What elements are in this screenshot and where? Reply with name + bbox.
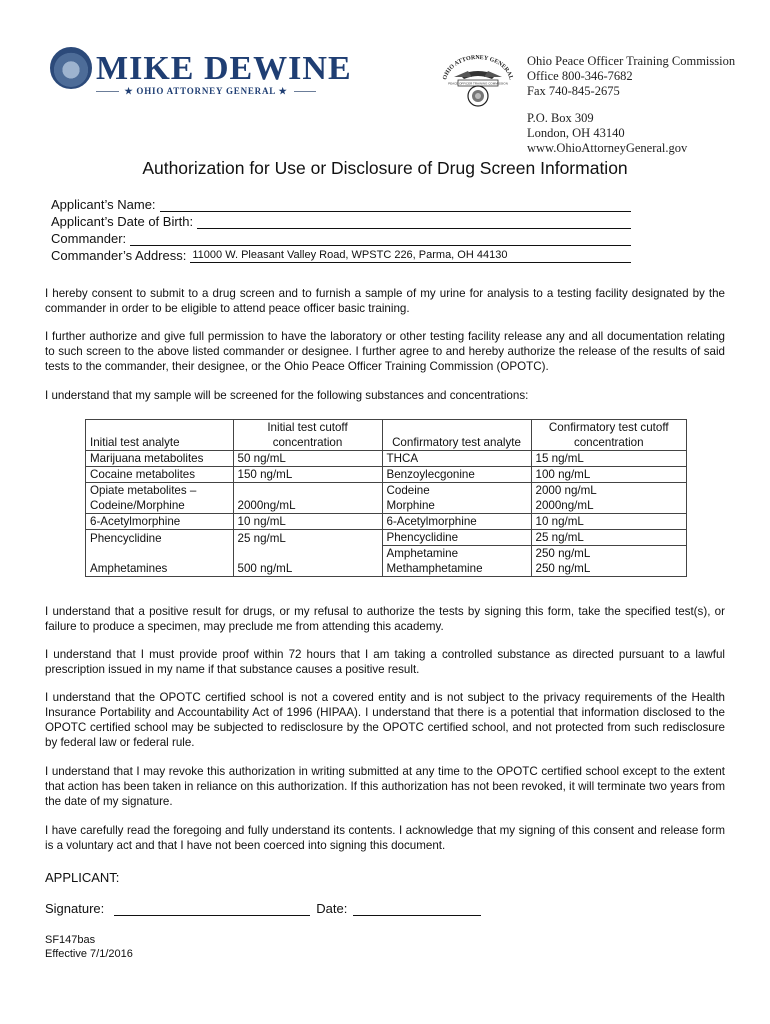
header-confirm-analyte: Confirmatory test analyte — [382, 420, 531, 451]
brand-rule-left — [96, 91, 119, 92]
confirm-analyte-cell — [382, 483, 531, 514]
commander-address-label: Commander’s Address: — [51, 248, 187, 263]
prescription-paragraph: I understand that I must provide proof within 72 hours that I am taking a controlled substance as directed pursuant to a lawful prescription issued in my name if that substance causes a positive result. — [45, 648, 725, 676]
initial-analyte-cell: Phencyclidine — [90, 531, 162, 545]
applicant-dob-row — [51, 213, 631, 229]
brand-subtitle — [96, 86, 316, 97]
table-row — [86, 467, 686, 483]
seal-banner-text: PEACE OFFICER TRAINING COMMISSION — [448, 81, 508, 86]
confirm-analyte-cell: Phencyclidine — [382, 530, 531, 546]
initial-analyte-cell: Amphetamines — [90, 562, 168, 575]
seal-arc-text: OHIO ATTORNEY GENERAL — [442, 54, 514, 81]
applicant-name-field[interactable] — [160, 198, 631, 212]
brand-name: MIKE DEWINE — [96, 50, 352, 87]
applicant-name-row — [51, 196, 631, 212]
confirm-analyte-cell: Benzoylecgonine — [382, 467, 531, 483]
confirm-cutoff-cell: 15 ng/mL — [531, 451, 686, 467]
substances-table — [85, 419, 687, 577]
contact-line: Office 800-346-7682 — [527, 69, 633, 83]
confirm-cutoff-line: 2000ng/mL — [535, 499, 594, 512]
confirm-cutoff-line: 250 ng/mL — [535, 562, 591, 575]
initial-analyte-cell: 6-Acetylmorphine — [86, 514, 233, 530]
confirm-analyte-line: Amphetamine — [386, 547, 459, 560]
contact-line: Fax 740-845-2675 — [527, 84, 620, 98]
applicant-name-label: Applicant’s Name: — [51, 197, 156, 212]
initial-analyte-cell: Cocaine metabolites — [86, 467, 233, 483]
applicant-fields — [51, 196, 631, 263]
applicant-dob-label: Applicant’s Date of Birth: — [51, 214, 194, 229]
initial-cutoff-cell: 10 ng/mL — [233, 514, 382, 530]
header-initial-cutoff: Initial test cutoff concentration — [233, 420, 382, 451]
positive-result-paragraph: I understand that a positive result for drugs, or my refusal to authorize the tests by signing this form, take the specified test(s), or failure to produce a specimen, may preclude me from attending this academy. — [45, 605, 725, 633]
commander-row — [51, 230, 631, 246]
effective-date: Effective 7/1/2016 — [45, 948, 133, 960]
brand-rule-right — [294, 91, 317, 92]
hipaa-paragraph: I understand that the OPOTC certified school is not a covered entity and is not subject to the privacy requirements of the Health Insurance Portability and Accountability Act of 1996 (HIPAA). I understand that there is a potential that information disclosed to the OPOTC certified school may be subjected to redisclosure by the OPOTC certified school, and not protected from such redisclosure by federal law or federal rule. — [45, 691, 725, 749]
confirm-analyte-line: Morphine — [386, 499, 435, 512]
table-row — [86, 530, 686, 546]
table-header-row — [86, 420, 686, 451]
initial-cutoff-cell: 25 ng/mL — [233, 530, 382, 546]
commander-label: Commander: — [51, 231, 127, 246]
contact-block — [527, 54, 735, 156]
revocation-paragraph: I understand that I may revoke this authorization in writing submitted at any time to the OPOTC certified school except to the extent that action has been taken in reliance on this authorization. If this authorization has not been revoked, it will terminate two years from the date of my signature. — [45, 765, 725, 808]
confirm-cutoff-cell — [531, 546, 686, 577]
svg-text:OHIO ATTORNEY GENERAL — [442, 55, 513, 81]
authorization-paragraph: I further authorize and give full permission to have the laboratory or other testing facility release any and all documentation relating to such screen to the above listed commander or designee. I further agree to and hereby authorize the release of the results of said tests to the commander, their designee, or the Ohio Peace Officer Training Commission (OPOTC). — [45, 330, 725, 373]
table-row — [86, 483, 686, 514]
table-row — [86, 451, 686, 467]
initial-cutoff-cell: 2000ng/mL — [233, 483, 382, 514]
table-row — [86, 514, 686, 530]
applicant-heading: APPLICANT: — [45, 870, 120, 885]
screening-intro-paragraph: I understand that my sample will be screened for the following substances and concentrations: — [45, 389, 529, 402]
brand-subtitle-text: ★ OHIO ATTORNEY GENERAL ★ — [124, 86, 288, 96]
header-initial-analyte: Initial test analyte — [86, 420, 233, 451]
confirm-analyte-cell — [382, 546, 531, 577]
initial-cutoff-cell: 500 ng/mL — [233, 546, 382, 577]
address-line: London, OH 43140 — [527, 126, 625, 140]
confirm-cutoff-line: 2000 ng/mL — [535, 484, 597, 497]
confirm-analyte-line: Methamphetamine — [386, 562, 483, 575]
commander-address-field[interactable]: 11000 W. Pleasant Valley Road, WPSTC 226, Parma, OH 44130 — [190, 249, 631, 263]
document-title: Authorization for Use or Disclosure of Drug Screen Information — [142, 158, 628, 178]
opotc-seal-logo — [438, 53, 518, 109]
contact-line: Ohio Peace Officer Training Commission — [527, 54, 736, 68]
confirm-cutoff-cell: 25 ng/mL — [531, 530, 686, 546]
date-field[interactable] — [353, 902, 481, 916]
ohio-seal-logo — [50, 47, 92, 89]
date-label: Date: — [316, 901, 348, 916]
address-line: P.O. Box 309 — [527, 111, 594, 125]
confirm-analyte-cell: 6-Acetylmorphine — [382, 514, 531, 530]
signature-label: Signature: — [45, 901, 105, 916]
applicant-dob-field[interactable] — [197, 215, 631, 229]
consent-paragraph: I hereby consent to submit to a drug screen and to furnish a sample of my urine for analysis to a testing facility designated by the commander in order to be eligible to attend peace officer basic training. — [45, 287, 725, 315]
signature-field[interactable] — [114, 902, 310, 916]
table-row — [86, 546, 686, 577]
confirm-cutoff-cell: 100 ng/mL — [531, 467, 686, 483]
acknowledgement-paragraph: I have carefully read the foregoing and fully understand its contents. I acknowledge that my signing of this consent and release form is a voluntary act and that I have not been coerced into signing this document. — [45, 824, 725, 852]
confirm-analyte-line: Codeine — [386, 484, 430, 497]
header-confirm-cutoff: Confirmatory test cutoff concentration — [531, 420, 686, 451]
signature-row — [45, 901, 481, 916]
initial-analyte-cell: Marijuana metabolites — [86, 451, 233, 467]
confirm-analyte-cell: THCA — [382, 451, 531, 467]
initial-analyte-cell: Opiate metabolites – Codeine/Morphine — [86, 483, 233, 514]
website-link[interactable]: www.OhioAttorneyGeneral.gov — [527, 141, 688, 155]
form-id: SF147bas — [45, 934, 96, 946]
confirm-cutoff-cell — [531, 483, 686, 514]
initial-cutoff-cell: 150 ng/mL — [233, 467, 382, 483]
commander-field[interactable] — [130, 232, 631, 246]
confirm-cutoff-line: 250 ng/mL — [535, 547, 591, 560]
confirm-cutoff-cell: 10 ng/mL — [531, 514, 686, 530]
initial-cutoff-cell: 50 ng/mL — [233, 451, 382, 467]
commander-address-row — [51, 247, 631, 263]
form-footer — [45, 933, 133, 961]
